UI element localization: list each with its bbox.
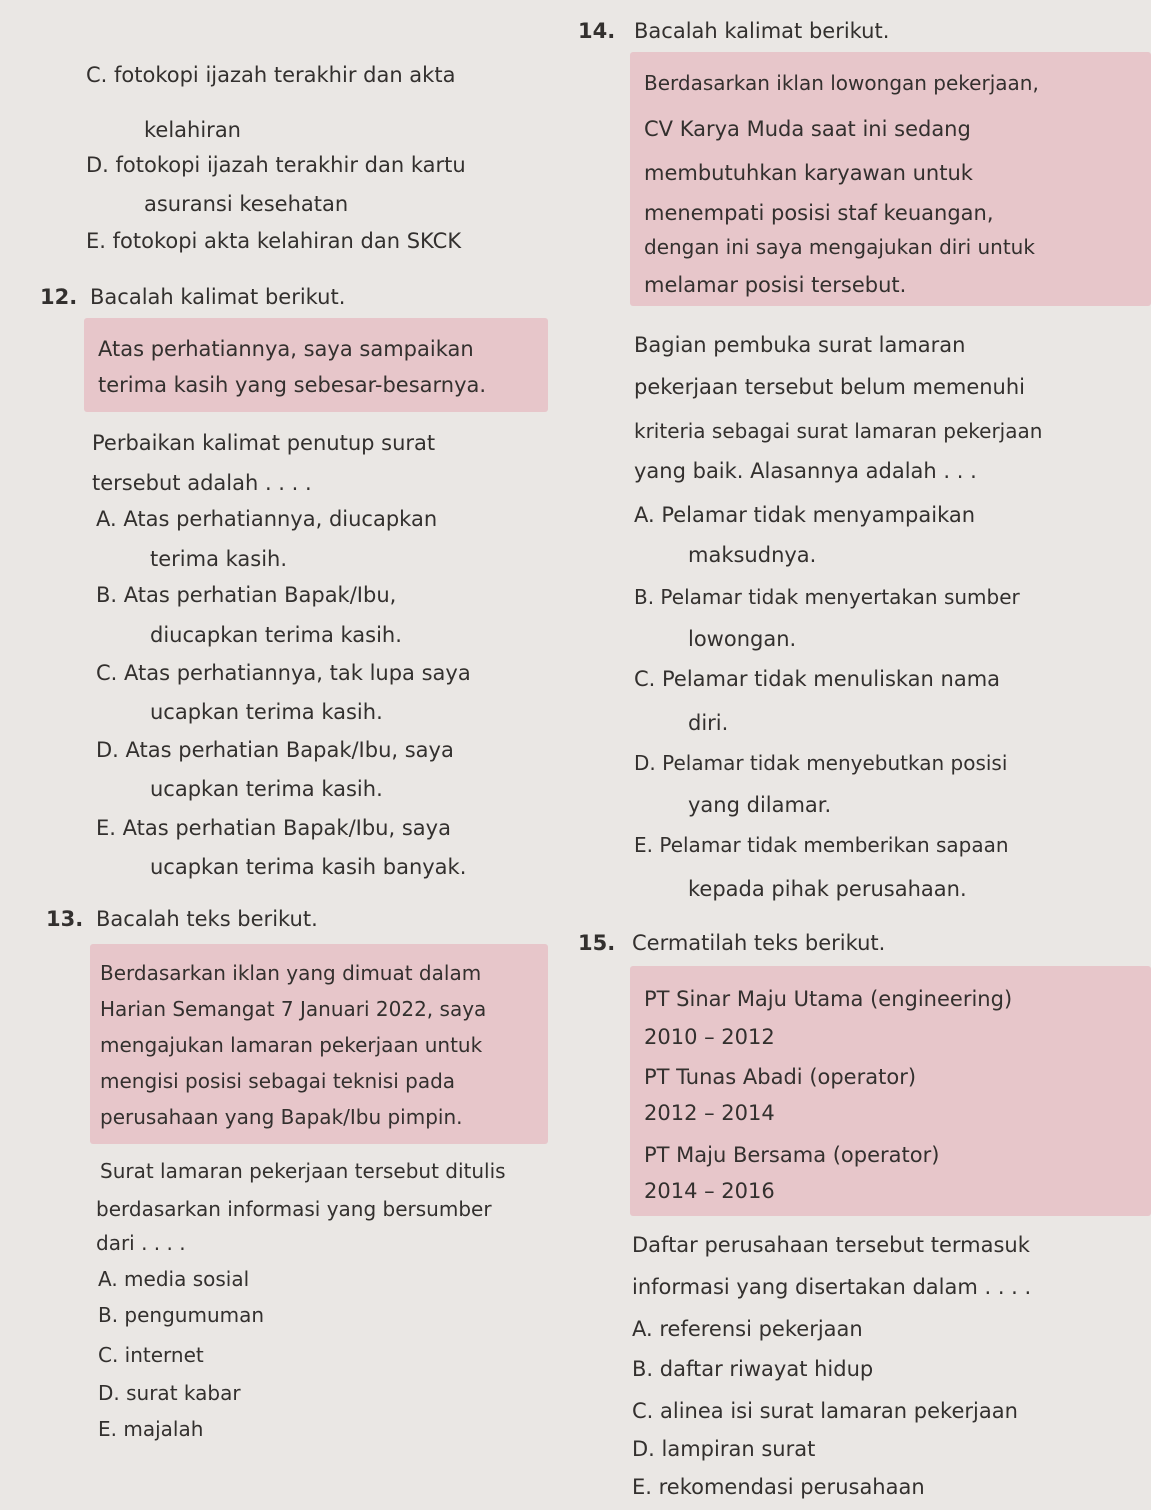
q12-option-b-line2: diucapkan terima kasih. xyxy=(150,623,402,647)
q11-option-c-line2: kelahiran xyxy=(144,118,241,142)
q15-option-e: E. rekomendasi perusahaan xyxy=(632,1475,925,1499)
q14-number: 14. xyxy=(578,19,616,43)
q15-entry3-years: 2014 – 2016 xyxy=(644,1179,775,1203)
q14-option-c-line2: diri. xyxy=(688,711,729,735)
q14-question-line1: Bagian pembuka surat lamaran xyxy=(634,333,966,357)
q14-question-line4: yang baik. Alasannya adalah . . . xyxy=(634,459,977,483)
q14-quote-line3: membutuhkan karyawan untuk xyxy=(644,161,973,185)
q12-quote-line2: terima kasih yang sebesar-besarnya. xyxy=(98,373,487,397)
q12-option-a-line2: terima kasih. xyxy=(150,547,288,571)
q15-question-line1: Daftar perusahaan tersebut termasuk xyxy=(632,1233,1030,1257)
q15-option-d: D. lampiran surat xyxy=(632,1437,816,1461)
q12-option-c-line1: C. Atas perhatiannya, tak lupa saya xyxy=(96,661,471,685)
q13-option-e: E. majalah xyxy=(98,1417,204,1441)
q14-quote-line5: dengan ini saya mengajukan diri untuk xyxy=(644,235,1035,259)
q13-option-b: B. pengumuman xyxy=(98,1303,265,1327)
q14-question-line3: kriteria sebagai surat lamaran pekerjaan xyxy=(634,419,1043,443)
q14-option-b-line2: lowongan. xyxy=(688,627,797,651)
q12-number: 12. xyxy=(40,285,78,309)
q14-quote-line4: menempati posisi staf keuangan, xyxy=(644,201,994,225)
q15-prompt: Cermatilah teks berikut. xyxy=(632,931,886,955)
q15-number: 15. xyxy=(578,931,616,955)
q12-option-b-line1: B. Atas perhatian Bapak/Ibu, xyxy=(96,583,397,607)
q14-option-c-line1: C. Pelamar tidak menuliskan nama xyxy=(634,667,1001,691)
q13-quote-line4: mengisi posisi sebagai teknisi pada xyxy=(100,1069,456,1093)
q14-quote-line2: CV Karya Muda saat ini sedang xyxy=(644,117,971,141)
q13-question-line2: berdasarkan informasi yang bersumber xyxy=(96,1197,492,1221)
q12-question-line2: tersebut adalah . . . . xyxy=(92,471,312,495)
q12-option-e-line1: E. Atas perhatian Bapak/Ibu, saya xyxy=(96,816,451,840)
q13-option-d: D. surat kabar xyxy=(98,1381,241,1405)
q13-quote-line1: Berdasarkan iklan yang dimuat dalam xyxy=(100,961,482,985)
q12-question-line1: Perbaikan kalimat penutup surat xyxy=(92,431,436,455)
q13-number: 13. xyxy=(46,907,84,931)
q12-option-c-line2: ucapkan terima kasih. xyxy=(150,700,383,724)
q14-option-d-line1: D. Pelamar tidak menyebutkan posisi xyxy=(634,751,1008,775)
q13-quote-line2: Harian Semangat 7 Januari 2022, saya xyxy=(100,997,487,1021)
q11-option-c-line1: C. fotokopi ijazah terakhir dan akta xyxy=(86,63,456,87)
q11-option-d-line2: asuransi kesehatan xyxy=(144,192,349,216)
q12-prompt: Bacalah kalimat berikut. xyxy=(90,285,346,309)
q15-option-b: B. daftar riwayat hidup xyxy=(632,1357,874,1381)
q12-option-a-line1: A. Atas perhatiannya, diucapkan xyxy=(96,507,438,531)
q11-option-d-line1: D. fotokopi ijazah terakhir dan kartu xyxy=(86,153,466,177)
q15-option-c: C. alinea isi surat lamaran pekerjaan xyxy=(632,1399,1018,1423)
q15-entry1-company: PT Sinar Maju Utama (engineering) xyxy=(644,987,1013,1011)
q12-option-d-line1: D. Atas perhatian Bapak/Ibu, saya xyxy=(96,738,454,762)
q12-quote-line1: Atas perhatiannya, saya sampaikan xyxy=(98,337,474,361)
q14-prompt: Bacalah kalimat berikut. xyxy=(634,19,890,43)
q13-option-a: A. media sosial xyxy=(98,1267,250,1291)
q15-question-line2: informasi yang disertakan dalam . . . . xyxy=(632,1275,1032,1299)
q14-option-e-line2: kepada pihak perusahaan. xyxy=(688,877,967,901)
q13-question-line1: Surat lamaran pekerjaan tersebut ditulis xyxy=(100,1159,506,1183)
q14-option-e-line1: E. Pelamar tidak memberikan sapaan xyxy=(634,833,1009,857)
q15-option-a: A. referensi pekerjaan xyxy=(632,1317,863,1341)
q14-option-b-line1: B. Pelamar tidak menyertakan sumber xyxy=(634,585,1020,609)
q15-entry2-years: 2012 – 2014 xyxy=(644,1101,775,1125)
q13-question-line3: dari . . . . xyxy=(96,1231,186,1255)
q13-option-c: C. internet xyxy=(98,1343,204,1367)
q15-entry1-years: 2010 – 2012 xyxy=(644,1025,775,1049)
q12-option-e-line2: ucapkan terima kasih banyak. xyxy=(150,855,467,879)
q14-option-a-line1: A. Pelamar tidak menyampaikan xyxy=(634,503,976,527)
q13-prompt: Bacalah teks berikut. xyxy=(96,907,318,931)
q15-entry3-company: PT Maju Bersama (operator) xyxy=(644,1143,940,1167)
q13-quote-line3: mengajukan lamaran pekerjaan untuk xyxy=(100,1033,483,1057)
q14-option-a-line2: maksudnya. xyxy=(688,543,817,567)
q12-option-d-line2: ucapkan terima kasih. xyxy=(150,777,383,801)
q13-quote-line5: perusahaan yang Bapak/Ibu pimpin. xyxy=(100,1105,463,1129)
q14-question-line2: pekerjaan tersebut belum memenuhi xyxy=(634,375,1026,399)
q14-option-d-line2: yang dilamar. xyxy=(688,793,832,817)
q15-entry2-company: PT Tunas Abadi (operator) xyxy=(644,1065,917,1089)
q14-quote-line1: Berdasarkan iklan lowongan pekerjaan, xyxy=(644,71,1039,95)
q11-option-e-line1: E. fotokopi akta kelahiran dan SKCK xyxy=(86,229,462,253)
q14-quote-line6: melamar posisi tersebut. xyxy=(644,273,907,297)
